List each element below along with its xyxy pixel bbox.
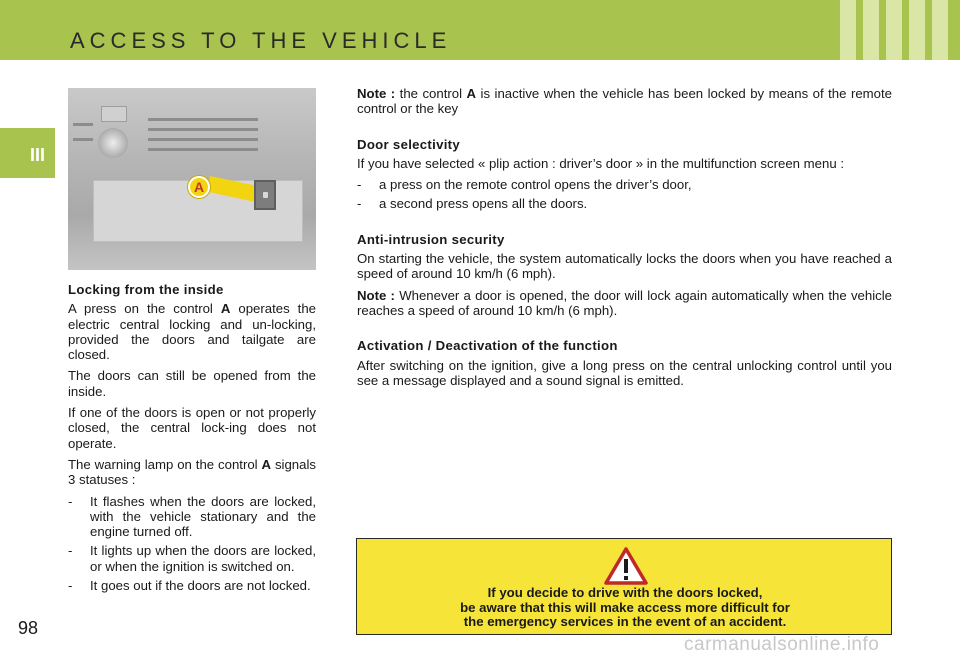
door-selectivity-section xyxy=(357,137,892,212)
activation-section xyxy=(357,338,892,388)
text: The warning lamp on the control xyxy=(68,456,262,472)
section-heading: Door selectivity xyxy=(357,136,461,152)
control-a-marker: A xyxy=(188,176,210,198)
section-heading-locking: Locking from the inside xyxy=(68,282,224,297)
header-stripe xyxy=(932,0,948,60)
control-ref: A xyxy=(466,86,477,101)
paragraph: The doors can still be opened from the inside. xyxy=(68,368,316,399)
warning-line: If you decide to drive with the doors locked, xyxy=(487,585,763,600)
note-section xyxy=(357,86,892,117)
header-stripes xyxy=(840,0,948,60)
header-stripe xyxy=(886,0,902,60)
list-item: - a press on the remote control opens the driver’s door, xyxy=(357,177,892,192)
note-label: Note : xyxy=(357,86,400,101)
control-ref: A xyxy=(261,456,272,472)
text: is inactive when the vehicle has been locked by means of the remote control or the key xyxy=(357,86,892,117)
paragraph: After switching on the ignition, give a long press on the central unlocking control until you see a message displayed and a sound signal is emitted. xyxy=(357,357,892,388)
vent-slat xyxy=(148,118,258,121)
control-knob xyxy=(98,128,128,158)
header-stripe xyxy=(909,0,925,60)
vent-slat xyxy=(73,123,93,126)
left-column xyxy=(68,282,316,597)
list-item: - a second press opens all the doors. xyxy=(357,196,892,211)
text: operates the electric central locking and un-locking, provided the doors and tailgate are closed. xyxy=(68,301,317,363)
paragraph xyxy=(357,288,892,319)
paragraph xyxy=(357,86,892,117)
lock-icon xyxy=(263,192,268,198)
paragraph: On starting the vehicle, the system automatically locks the doors when you have reached a speed of around 10 km/h (6 mph). xyxy=(357,251,892,282)
watermark: carmanualsonline.info xyxy=(684,634,880,655)
header-stripe xyxy=(840,0,856,60)
warning-triangle-icon xyxy=(604,547,648,585)
header-stripe xyxy=(863,0,879,60)
hazard-button xyxy=(101,106,127,122)
paragraph xyxy=(68,457,316,488)
text: Whenever a door is opened, the door will lock again automatically when the vehicle reaches a speed of around 10 km/h (6 mph). xyxy=(357,287,892,318)
status-list xyxy=(68,494,316,594)
warning-box xyxy=(356,538,892,635)
page-number: 98 xyxy=(18,618,39,638)
header-bar xyxy=(0,0,960,60)
bullet-list xyxy=(357,177,892,212)
paragraph xyxy=(68,301,316,362)
note-label: Note : xyxy=(357,287,400,303)
text: signals 3 statuses : xyxy=(68,456,317,488)
page-title: ACCESS TO THE VEHICLE xyxy=(70,28,452,53)
list-item: - It lights up when the doors are locked, or when the ignition is switched on. xyxy=(68,543,316,574)
paragraph: If you have selected « plip action : driver’s door » in the multifunction screen menu : xyxy=(357,155,844,171)
list-item: - It goes out if the doors are not locked. xyxy=(68,578,316,593)
text: A press on the control xyxy=(68,301,221,317)
vent-slat xyxy=(148,138,258,141)
chapter-label: III xyxy=(30,145,46,165)
section-heading: Anti-intrusion security xyxy=(357,231,505,247)
dashboard-photo xyxy=(68,88,316,270)
central-lock-button xyxy=(254,180,276,210)
vent-slat xyxy=(148,148,258,151)
vent-slat xyxy=(73,138,93,141)
warning-line: the emergency services in the event of an accident. xyxy=(463,614,787,629)
list-item: - It flashes when the doors are locked, with the vehicle stationary and the engine turned off. xyxy=(68,494,316,540)
vent-slat xyxy=(148,128,258,131)
warning-text xyxy=(357,586,893,630)
text: the control xyxy=(399,86,467,101)
warning-line: be aware that this will make access more difficult for xyxy=(460,599,790,615)
paragraph: If one of the doors is open or not properly closed, the central lock-ing does not operate. xyxy=(68,405,316,451)
right-column xyxy=(357,86,892,408)
chapter-tab xyxy=(0,128,55,178)
section-heading: Activation / Deactivation of the function xyxy=(357,338,618,354)
control-ref: A xyxy=(220,301,231,317)
anti-intrusion-section xyxy=(357,232,892,318)
